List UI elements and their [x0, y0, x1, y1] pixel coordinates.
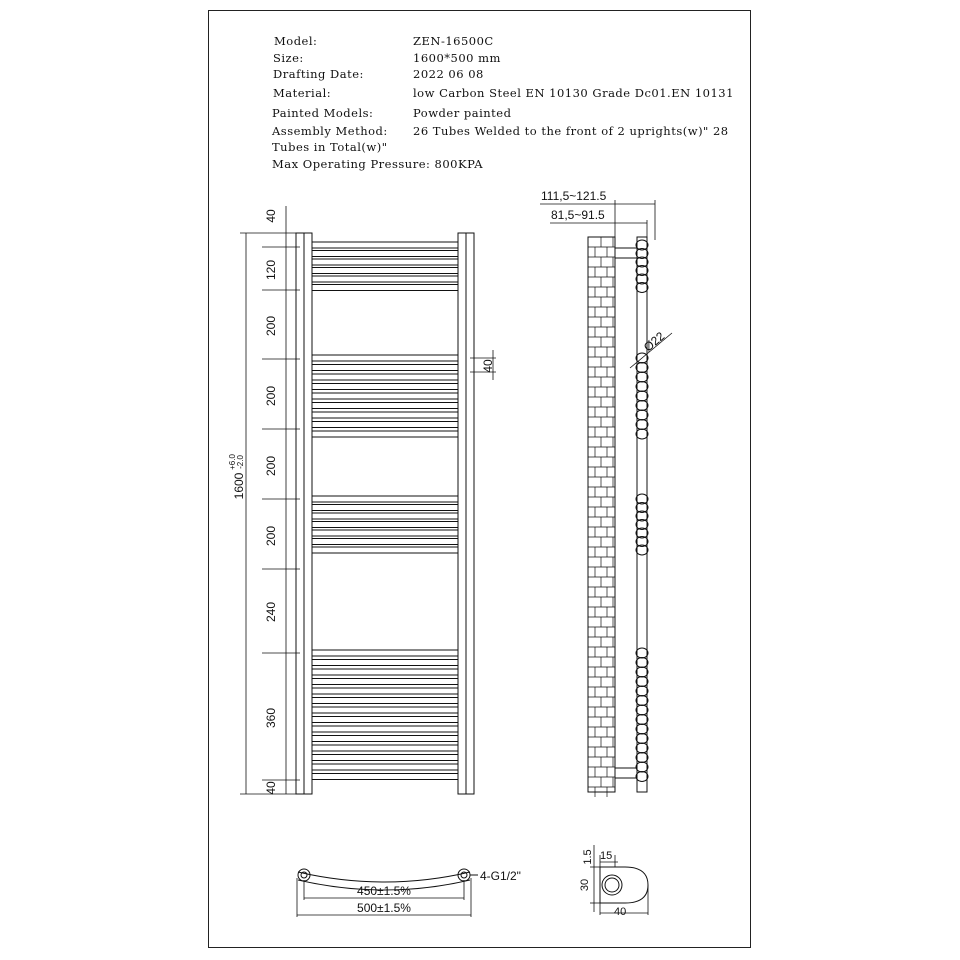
- horizontal-tube: [312, 242, 458, 248]
- dim-connection: 4-G1/2": [480, 869, 521, 883]
- tube-section: [636, 363, 648, 373]
- spec-painted-label: Painted Models:: [272, 106, 374, 120]
- side-view: [540, 200, 672, 797]
- tube-section: [636, 658, 648, 668]
- left-valve-connection: [298, 869, 310, 881]
- dim-tube-diameter: Ø22: [640, 328, 668, 355]
- horizontal-tube: [312, 547, 458, 553]
- horizontal-tube: [312, 650, 458, 656]
- dim-tube: 40: [481, 359, 495, 373]
- tube-section: [636, 401, 648, 411]
- tube-section: [636, 677, 648, 687]
- dim-seg5: 200: [264, 525, 278, 547]
- horizontal-tube: [312, 774, 458, 780]
- horizontal-tube: [312, 513, 458, 519]
- horizontal-tube: [312, 374, 458, 380]
- tube-section: [636, 696, 648, 706]
- horizontal-tube: [312, 539, 458, 545]
- bottom-bracket: [615, 768, 637, 778]
- brick-pattern: [588, 237, 615, 797]
- horizontal-tube: [312, 276, 458, 282]
- tube-section: [636, 391, 648, 401]
- side-upright: [637, 237, 647, 792]
- tube-section: [636, 753, 648, 763]
- tube-section: [636, 705, 648, 715]
- tube-section: [636, 715, 648, 725]
- tube-section: [636, 420, 648, 430]
- dim-overall-tol-plus: +6.0: [228, 454, 237, 470]
- tube-section: [636, 648, 648, 658]
- horizontal-tube: [312, 505, 458, 511]
- horizontal-tube: [312, 707, 458, 713]
- horizontal-tube: [312, 669, 458, 675]
- horizontal-tube: [312, 530, 458, 536]
- horizontal-tube: [312, 268, 458, 274]
- dim-seg4: 200: [264, 455, 278, 477]
- dim-inner-width: 450±1.5%: [357, 884, 411, 898]
- tube-section: [636, 667, 648, 677]
- horizontal-tube: [312, 422, 458, 428]
- tube-group: [312, 242, 458, 780]
- horizontal-tube: [312, 688, 458, 694]
- spec-material-label: Material:: [273, 86, 332, 100]
- spec-assembly-cont: Tubes in Total(w)": [272, 140, 388, 154]
- spec-pressure: Max Operating Pressure: 800KPA: [272, 157, 484, 171]
- horizontal-tube: [312, 285, 458, 291]
- dim-detail-height: 30: [579, 878, 591, 892]
- tube-section: [636, 429, 648, 439]
- horizontal-tube: [312, 736, 458, 742]
- tube-section: [636, 410, 648, 420]
- right-valve-connection: [458, 869, 470, 881]
- dim-outer-width: 500±1.5%: [357, 901, 411, 915]
- tube-section: [636, 372, 648, 382]
- tube-profile: [600, 867, 648, 903]
- tube-section: [636, 743, 648, 753]
- horizontal-tube: [312, 496, 458, 502]
- side-tube-group: [636, 240, 648, 782]
- horizontal-tube: [312, 726, 458, 732]
- dim-detail-top: 1.5: [582, 849, 594, 865]
- dim-seg6: 240: [264, 601, 278, 623]
- horizontal-tube: [312, 755, 458, 761]
- spec-size-value: 1600*500 mm: [413, 51, 501, 65]
- spec-model-label: Model:: [274, 34, 318, 48]
- horizontal-tube: [312, 745, 458, 751]
- spec-model-value: ZEN-16500C: [413, 34, 494, 48]
- horizontal-tube: [312, 355, 458, 361]
- front-view: [240, 206, 496, 794]
- horizontal-tube: [312, 384, 458, 390]
- dim-seg7: 360: [264, 707, 278, 729]
- horizontal-tube: [312, 679, 458, 685]
- spec-assembly-label: Assembly Method:: [272, 124, 388, 138]
- curved-profile-front: [298, 872, 470, 882]
- dim-bottom-gap: 40: [264, 781, 278, 795]
- top-bracket: [615, 248, 637, 258]
- horizontal-tube: [312, 403, 458, 409]
- horizontal-tube: [312, 522, 458, 528]
- horizontal-tube: [312, 660, 458, 666]
- dim-seg3: 200: [264, 385, 278, 407]
- horizontal-tube: [312, 251, 458, 257]
- dim-top-gap: 40: [264, 209, 278, 223]
- tube-section: [636, 382, 648, 392]
- horizontal-tube: [312, 764, 458, 770]
- tube-section: [636, 734, 648, 744]
- brick-wall: [588, 237, 615, 792]
- tube-section: [636, 762, 648, 772]
- spec-size-label: Size:: [273, 51, 304, 65]
- spec-date-value: 2022 06 08: [413, 67, 484, 81]
- tube-section: [636, 686, 648, 696]
- horizontal-tube: [312, 698, 458, 704]
- horizontal-tube: [312, 365, 458, 371]
- spec-painted-value: Powder painted: [413, 106, 512, 120]
- horizontal-tube: [312, 717, 458, 723]
- dim-detail-width: 40: [614, 906, 627, 918]
- dim-overall: 1600: [232, 472, 246, 500]
- dim-depth-outer: 111,5~121.5: [541, 189, 607, 203]
- dim-detail-width-small: 15: [600, 850, 613, 862]
- spec-date-label: Drafting Date:: [273, 67, 364, 81]
- spec-assembly-value: 26 Tubes Welded to the front of 2 uprights(w)" 28: [413, 124, 729, 138]
- dim-depth-inner: 81,5~91.5: [551, 208, 605, 222]
- horizontal-tube: [312, 431, 458, 437]
- dim-seg1: 120: [264, 259, 278, 281]
- dim-overall-tol-minus: -2.0: [236, 455, 245, 469]
- section-detail: [590, 845, 648, 915]
- horizontal-tube: [312, 393, 458, 399]
- horizontal-tube: [312, 412, 458, 418]
- tube-section: [636, 724, 648, 734]
- dim-seg2: 200: [264, 315, 278, 337]
- spec-material-value: low Carbon Steel EN 10130 Grade Dc01.EN 10131: [413, 86, 734, 100]
- horizontal-tube: [312, 259, 458, 265]
- tube-section: [636, 772, 648, 782]
